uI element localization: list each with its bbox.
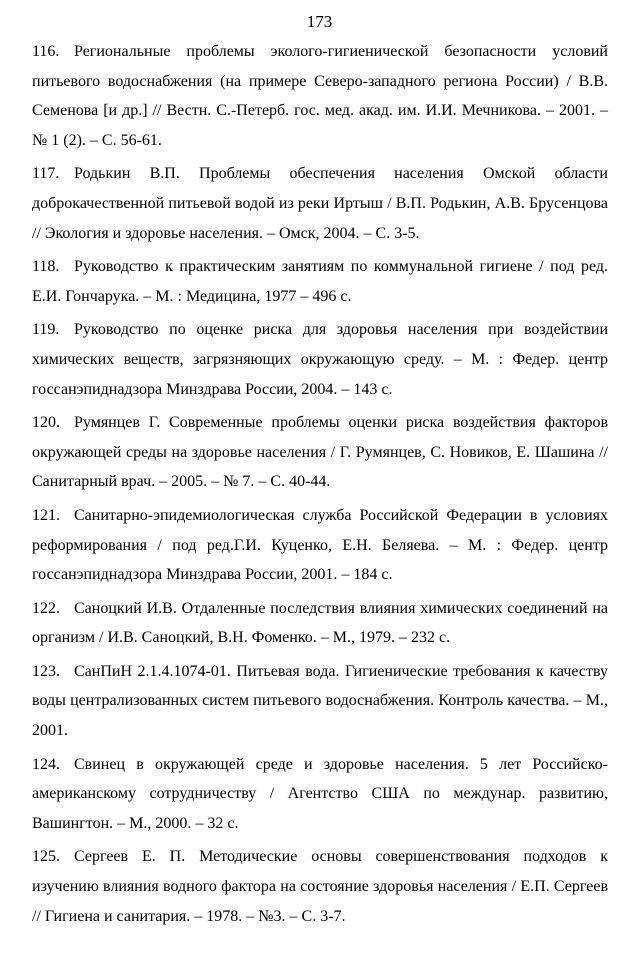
entry-text: Румянцев Г. Современные проблемы оценки риска воздействия факторов окружающей среды на здоровье населения / Г. Румянцев, С. Новиков, Е. Шашина // Санитарный врач. – 2005. – № 7. – С. 40-44. (32, 414, 608, 491)
bibliography-entry-116 (32, 37, 608, 155)
bibliography-entry-123 (32, 657, 608, 746)
bibliography-entry-118 (32, 252, 608, 311)
entry-number: 123. (32, 662, 60, 680)
bibliography-entry-122 (32, 594, 608, 653)
entry-number: 117. (32, 165, 60, 183)
entry-number: 124. (32, 755, 60, 773)
entry-text: Санитарно-эпидемиологическая служба Российской Федерации в условиях реформирования / под ред.Г.И. Куценко, Е.Н. Беляева. – М. : Федер. центр госсанэпиднадзора Минздрава России, 2001. – 184 с. (32, 506, 608, 584)
bibliography-entry-120 (32, 408, 608, 497)
bibliography-list (32, 37, 608, 935)
entry-text: СанПиН 2.1.4.1074-01. Питьевая вода. Гигиенические требования к качеству воды централизованных систем питьевого водоснабжения. Контроль качества. – М., 2001. (32, 662, 608, 740)
entry-number: 120. (32, 414, 60, 432)
entry-number: 122. (32, 599, 60, 617)
entry-text: Руководство по оценке риска для здоровья населения при воздействии химических веществ, загрязняющих окружающую среду. – М. : Федер. центр госсанэпиднадзора Минздрава России, 2004. – 143 с. (32, 321, 608, 398)
entry-text: Родькин В.П. Проблемы обеспечения населения Омской области доброкачественной питьевой водой из реки Иртыш / В.П. Родькин, А.В. Брусенцова // Экология и здоровье населения. – Омск, 2004. – С. 3-5. (32, 165, 608, 242)
page-number: 173 (306, 12, 333, 31)
bibliography-entry-124 (32, 750, 608, 839)
bibliography-entry-119 (32, 315, 608, 404)
entry-text: Саноцкий И.В. Отдаленные последствия влияния химических соединений на организм / И.В. Саноцкий, В.Н. Фоменко. – М., 1979. – 232 с. (32, 599, 608, 647)
entry-text: Свинец в окружающей среде и здоровье населения. 5 лет Российско-американскому сотрудничеству / Агентство США по междунар. развитию, Вашингтон. – М., 2000. – 32 с. (32, 755, 608, 832)
entry-number: 121. (32, 506, 60, 524)
entry-text: Региональные проблемы эколого-гигиенической безопасности условий питьевого водоснабжения (на примере Северо-западного региона России) / В.В. Семенова [и др.] // Вестн. С.-Петерб. гос. мед. акад. им. И.И. Мечникова. – 2001. – № 1 (2). – С. 56-61. (32, 43, 608, 149)
entry-number: 116. (32, 43, 60, 60)
bibliography-entry-117 (32, 159, 608, 248)
bibliography-entry-125 (32, 842, 608, 931)
bibliography-entry-121 (32, 501, 608, 590)
entry-number: 125. (32, 848, 60, 866)
entry-number: 118. (32, 258, 60, 276)
entry-text: Сергеев Е. П. Методические основы совершенствования подходов к изучению влияния водного фактора на состояние здоровья населения / Е.П. Сергеев // Гигиена и санитария. – 1978. – №3. – С. 3-7. (32, 848, 608, 925)
entry-text: Руководство к практическим занятиям по коммунальной гигиене / под ред. Е.И. Гончарука. – М. : Медицина, 1977 – 496 с. (32, 258, 608, 305)
entry-number: 119. (32, 321, 60, 339)
